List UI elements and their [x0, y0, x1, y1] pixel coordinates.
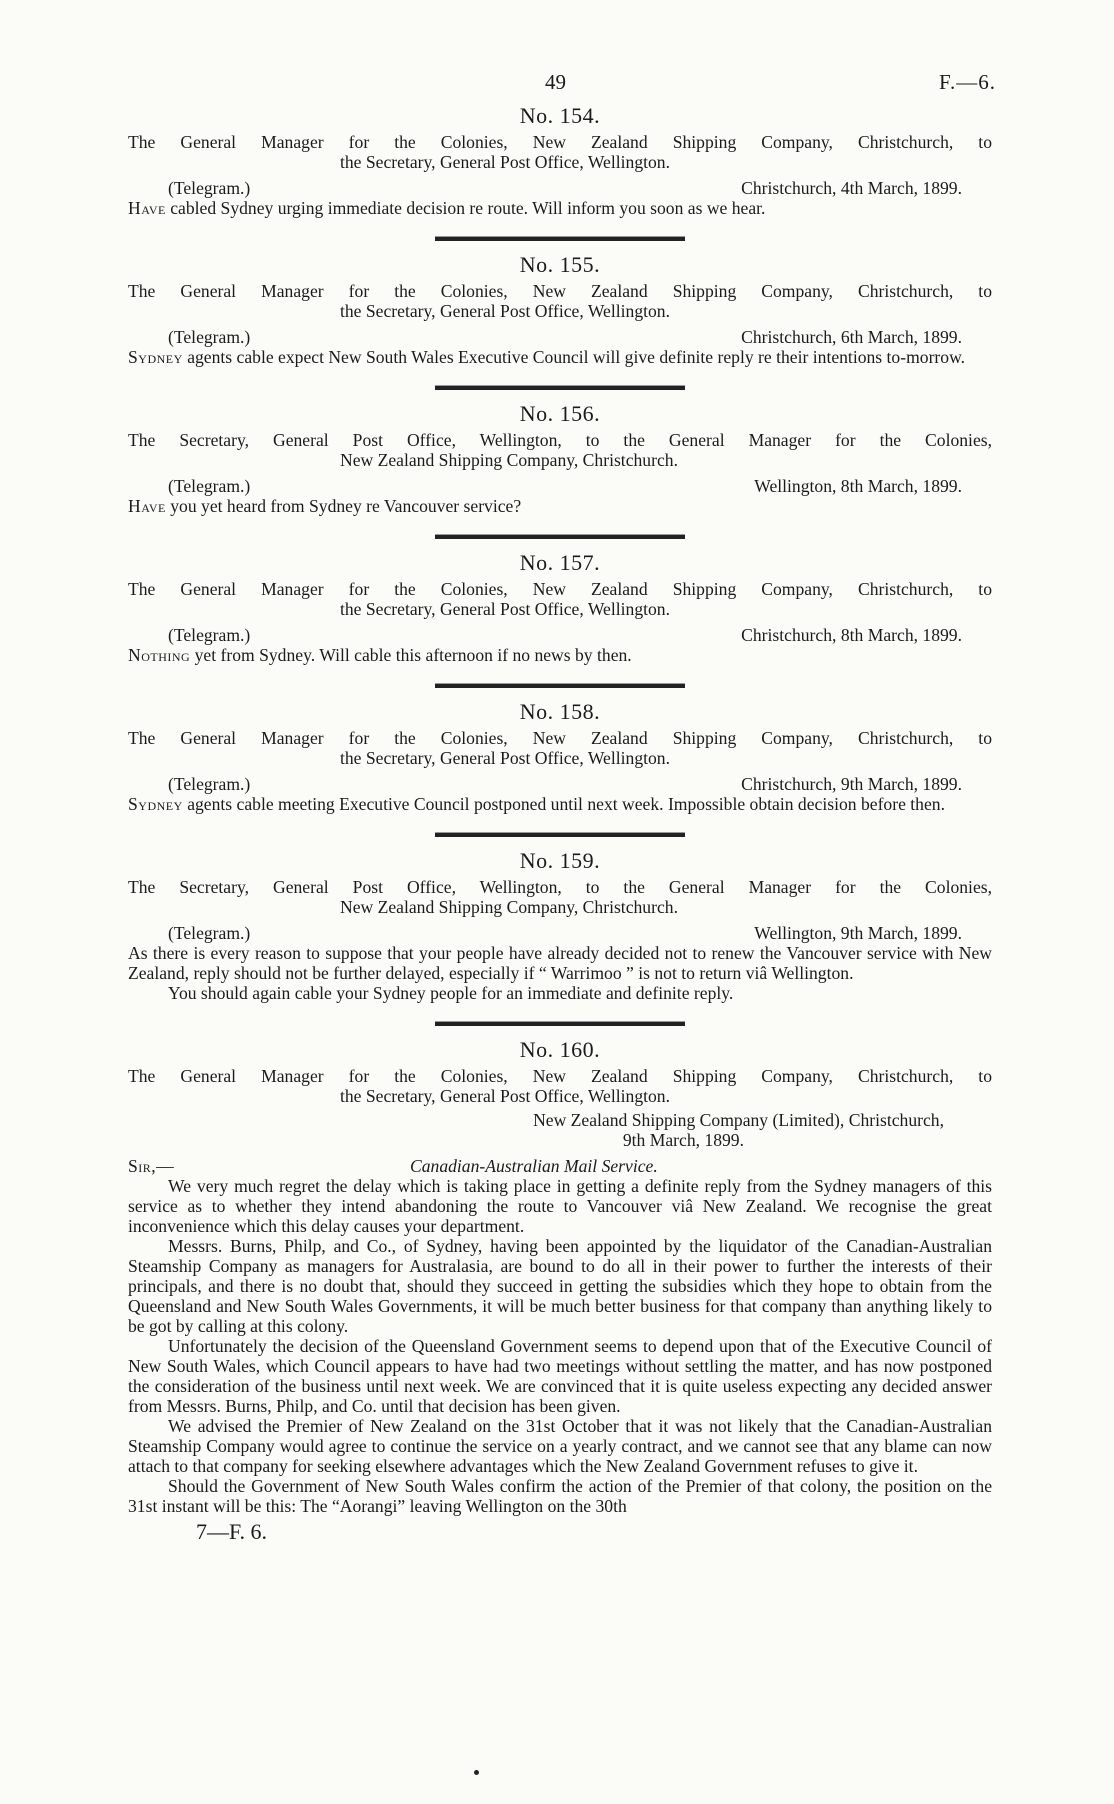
- lead-word: Nothing: [128, 645, 191, 665]
- telegram-meta: [128, 923, 992, 943]
- address-line: The General Manager for the Colonies, New Zealand Shipping Company, Christchurch, to: [128, 728, 992, 748]
- message-155: [128, 252, 992, 367]
- lead-word: As: [128, 943, 148, 963]
- message-body: [128, 198, 992, 218]
- message-number: No. 160.: [519, 1037, 601, 1062]
- message-154: [128, 103, 992, 218]
- message-number: No. 156.: [519, 401, 601, 426]
- message-number: No. 157.: [519, 550, 601, 575]
- message-number: No. 158.: [519, 699, 601, 724]
- divider: [435, 832, 685, 837]
- document-reference: F.—6.: [939, 70, 996, 94]
- stray-dot: [474, 1770, 479, 1775]
- lead-word: Have: [128, 496, 166, 516]
- message-type: (Telegram.): [168, 625, 251, 645]
- address-line: The General Manager for the Colonies, New Zealand Shipping Company, Christchurch, to: [128, 579, 992, 599]
- address-line: the Secretary, General Post Office, Wellington.: [340, 301, 670, 321]
- message-text: yet from Sydney. Will cable this afternoon if no news by then.: [194, 645, 632, 665]
- message-body: [128, 645, 992, 665]
- telegram-meta: [128, 774, 992, 794]
- message-159: [128, 848, 992, 1003]
- letter-paragraph: Unfortunately the decision of the Queensland Government seems to depend upon that of the Executive Council of New South Wales, which Council appears to have had two meetings without settling the matter, and has now postponed the consideration of the business until next week. We are convinced that it is quite useless expecting any decided answer from Messrs. Burns, Philp, and Co. until that decision has been given.: [128, 1336, 992, 1416]
- divider: [435, 236, 685, 241]
- letter-subject: Canadian-Australian Mail Service.: [410, 1156, 658, 1176]
- letter-paragraph: Should the Government of New South Wales confirm the action of the Premier of that colony, the position on the 31st instant will be this: The “Aorangi” leaving Wellington on the 30th: [128, 1476, 992, 1516]
- telegram-meta: [128, 625, 992, 645]
- message-text: agents cable meeting Executive Council postponed until next week. Impossible obtain decision before then.: [187, 794, 945, 814]
- page-header: [0, 70, 1114, 98]
- address-line: The Secretary, General Post Office, Wellington, to the General Manager for the Colonies,: [128, 877, 992, 897]
- address-line: The General Manager for the Colonies, New Zealand Shipping Company, Christchurch, to: [128, 1066, 992, 1086]
- signature-mark: 7—F. 6.: [196, 1519, 267, 1544]
- salutation: Sir,—: [128, 1156, 175, 1176]
- place-date: Wellington, 8th March, 1899.: [754, 476, 962, 496]
- place-date: Christchurch, 9th March, 1899.: [741, 774, 962, 794]
- telegram-meta: [128, 327, 992, 347]
- place-date: Christchurch, 4th March, 1899.: [741, 178, 962, 198]
- lead-word: Have: [128, 198, 166, 218]
- message-type: (Telegram.): [168, 476, 251, 496]
- message-text: cabled Sydney urging immediate decision re route. Will inform you soon as we hear.: [170, 198, 766, 218]
- message-number: No. 159.: [519, 848, 601, 873]
- place-date: Wellington, 9th March, 1899.: [754, 923, 962, 943]
- message-body: [128, 496, 992, 516]
- address-line: The General Manager for the Colonies, New Zealand Shipping Company, Christchurch, to: [128, 281, 992, 301]
- message-body: [128, 347, 992, 367]
- message-body: [128, 943, 992, 983]
- telegram-meta: [128, 476, 992, 496]
- lead-word: Sydney: [128, 794, 183, 814]
- divider: [435, 385, 685, 390]
- message-body: [128, 794, 992, 814]
- address-line: the Secretary, General Post Office, Wellington.: [340, 599, 670, 619]
- address-line: The General Manager for the Colonies, New Zealand Shipping Company, Christchurch, to: [128, 132, 992, 152]
- letter-paragraph: We very much regret the delay which is taking place in getting a definite reply from the Sydney managers of this service as to whether they intend abandoning the route to Vancouver viâ New Zealand. We recognise the great inconvenience which this delay causes your department.: [128, 1176, 992, 1236]
- address-line: The Secretary, General Post Office, Wellington, to the General Manager for the Colonies,: [128, 430, 992, 450]
- place-date: Christchurch, 8th March, 1899.: [741, 625, 962, 645]
- message-158: [128, 699, 992, 814]
- page-number: 49: [545, 70, 566, 94]
- message-text: agents cable expect New South Wales Executive Council will give definite reply re their intentions to-morrow.: [187, 347, 966, 367]
- message-text: you yet heard from Sydney re Vancouver service?: [170, 496, 522, 516]
- letter-paragraph: We advised the Premier of New Zealand on the 31st October that it was not likely that the Canadian-Australian Steamship Company would agree to continue the service on a yearly contract, and we cannot see that any blame can now attach to that company for seeking elsewhere advantages which the New Zealand Government refuses to give it.: [128, 1416, 992, 1476]
- message-type: (Telegram.): [168, 774, 251, 794]
- letter-date: 9th March, 1899.: [622, 1130, 744, 1150]
- place-date: Christchurch, 6th March, 1899.: [741, 327, 962, 347]
- lead-word: Sydney: [128, 347, 183, 367]
- letter-160: [128, 1037, 992, 1516]
- message-type: (Telegram.): [168, 178, 251, 198]
- address-line: the Secretary, General Post Office, Wellington.: [340, 152, 670, 172]
- message-text: there is every reason to suppose that your people have already decided not to renew the Vancouver service with New Zealand, reply should not be further delayed, especially if “ Warrimoo ” is not to return viâ Wellington.: [128, 943, 992, 983]
- message-number: No. 154.: [519, 103, 601, 128]
- message-type: (Telegram.): [168, 923, 251, 943]
- address-line: the Secretary, General Post Office, Wellington.: [340, 748, 670, 768]
- address-line: the Secretary, General Post Office, Wellington.: [340, 1086, 670, 1106]
- divider: [435, 534, 685, 539]
- message-156: [128, 401, 992, 516]
- address-line: New Zealand Shipping Company, Christchurch.: [340, 450, 678, 470]
- letter-paragraph: Messrs. Burns, Philp, and Co., of Sydney, having been appointed by the liquidator of the Canadian-Australian Steamship Company as managers for Australasia, are bound to do all in their power to further the interests of their principals, and there is no doubt that, should they succeed in getting the subsidies which they hope to obtain from the Queensland and New South Wales Governments, it will be much better business for that company than anything likely to be got by calling at this colony.: [128, 1236, 992, 1336]
- message-number: No. 155.: [519, 252, 601, 277]
- letter-from: New Zealand Shipping Company (Limited), Christchurch,: [533, 1110, 944, 1130]
- message-extra: You should again cable your Sydney people for an immediate and definite reply.: [168, 983, 734, 1003]
- address-line: New Zealand Shipping Company, Christchurch.: [340, 897, 678, 917]
- message-type: (Telegram.): [168, 327, 251, 347]
- divider: [435, 683, 685, 688]
- document-body: [128, 104, 992, 1542]
- salutation-row: [128, 1156, 992, 1176]
- divider: [435, 1021, 685, 1026]
- telegram-meta: [128, 178, 992, 198]
- message-157: [128, 550, 992, 665]
